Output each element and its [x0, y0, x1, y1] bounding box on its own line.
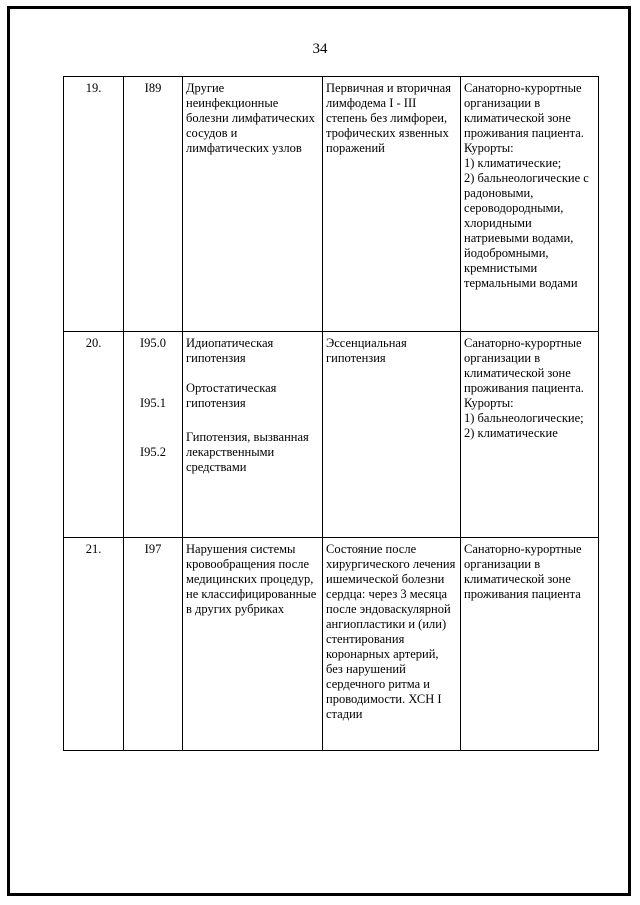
row-number: 19.	[64, 77, 124, 332]
organization-text: Санаторно-курортные организации в климатической зоне проживания пациента.	[464, 336, 584, 395]
condition-cell: Состояние после хирургического лечения ишемической болезни сердца: через 3 месяца после эндоваскулярной ангиопластики и (или) стентирования коронарных артерий, без нарушений сердечного ритма и проводимости. ХСН I стадии	[323, 538, 461, 751]
table-row	[64, 538, 599, 751]
row-number: 20.	[64, 332, 124, 538]
icd-code-cell	[124, 332, 183, 538]
resort-item: 2) бальнеологические с радоновыми, сероводородными, хлоридными натриевыми водами, йодобромными, кремнистыми термальными водами	[464, 171, 589, 290]
disease-name: Ортостатическая гипотензия	[186, 381, 277, 410]
icd-code: I95.2	[139, 445, 167, 459]
icd-code: I89	[144, 81, 162, 95]
condition-cell: Эссенциальная гипотензия	[323, 332, 461, 538]
icd-code-cell	[124, 77, 183, 332]
organization-text: Санаторно-курортные организации в климатической зоне проживания пациента	[464, 542, 582, 601]
resort-item: 2) климатические	[464, 426, 558, 440]
icd-code-cell	[124, 538, 183, 751]
disease-name: Идиопатическая гипотензия	[186, 336, 274, 365]
disease-name: Другие неинфекционные болезни лимфатических сосудов и лимфатических узлов	[186, 81, 315, 155]
icd-code: I97	[144, 542, 162, 556]
disease-name: Нарушения системы кровообращения после медицинских процедур, не классифицированные в других рубриках	[186, 542, 317, 616]
resort-item: 1) бальнеологические;	[464, 411, 584, 425]
organization-cell	[461, 332, 599, 538]
organization-cell	[461, 538, 599, 751]
resorts-label: Курорты:	[464, 141, 514, 155]
table-row	[64, 332, 599, 538]
resort-indications-table	[63, 76, 599, 751]
resort-item: 1) климатические;	[464, 156, 562, 170]
resorts-label: Курорты:	[464, 396, 514, 410]
disease-cell	[183, 332, 323, 538]
disease-name: Гипотензия, вызванная лекарственными средствами	[186, 430, 309, 474]
row-number: 21.	[64, 538, 124, 751]
disease-cell	[183, 538, 323, 751]
icd-code: I95.1	[139, 396, 167, 410]
table-row	[64, 77, 599, 332]
disease-cell	[183, 77, 323, 332]
condition-cell: Первичная и вторичная лимфодема I - III степень без лимфореи, трофических язвенных поражений	[323, 77, 461, 332]
icd-code: I95.0	[139, 336, 167, 350]
page-number: 34	[312, 41, 328, 57]
organization-cell	[461, 77, 599, 332]
organization-text: Санаторно-курортные организации в климатической зоне проживания пациента.	[464, 81, 584, 140]
